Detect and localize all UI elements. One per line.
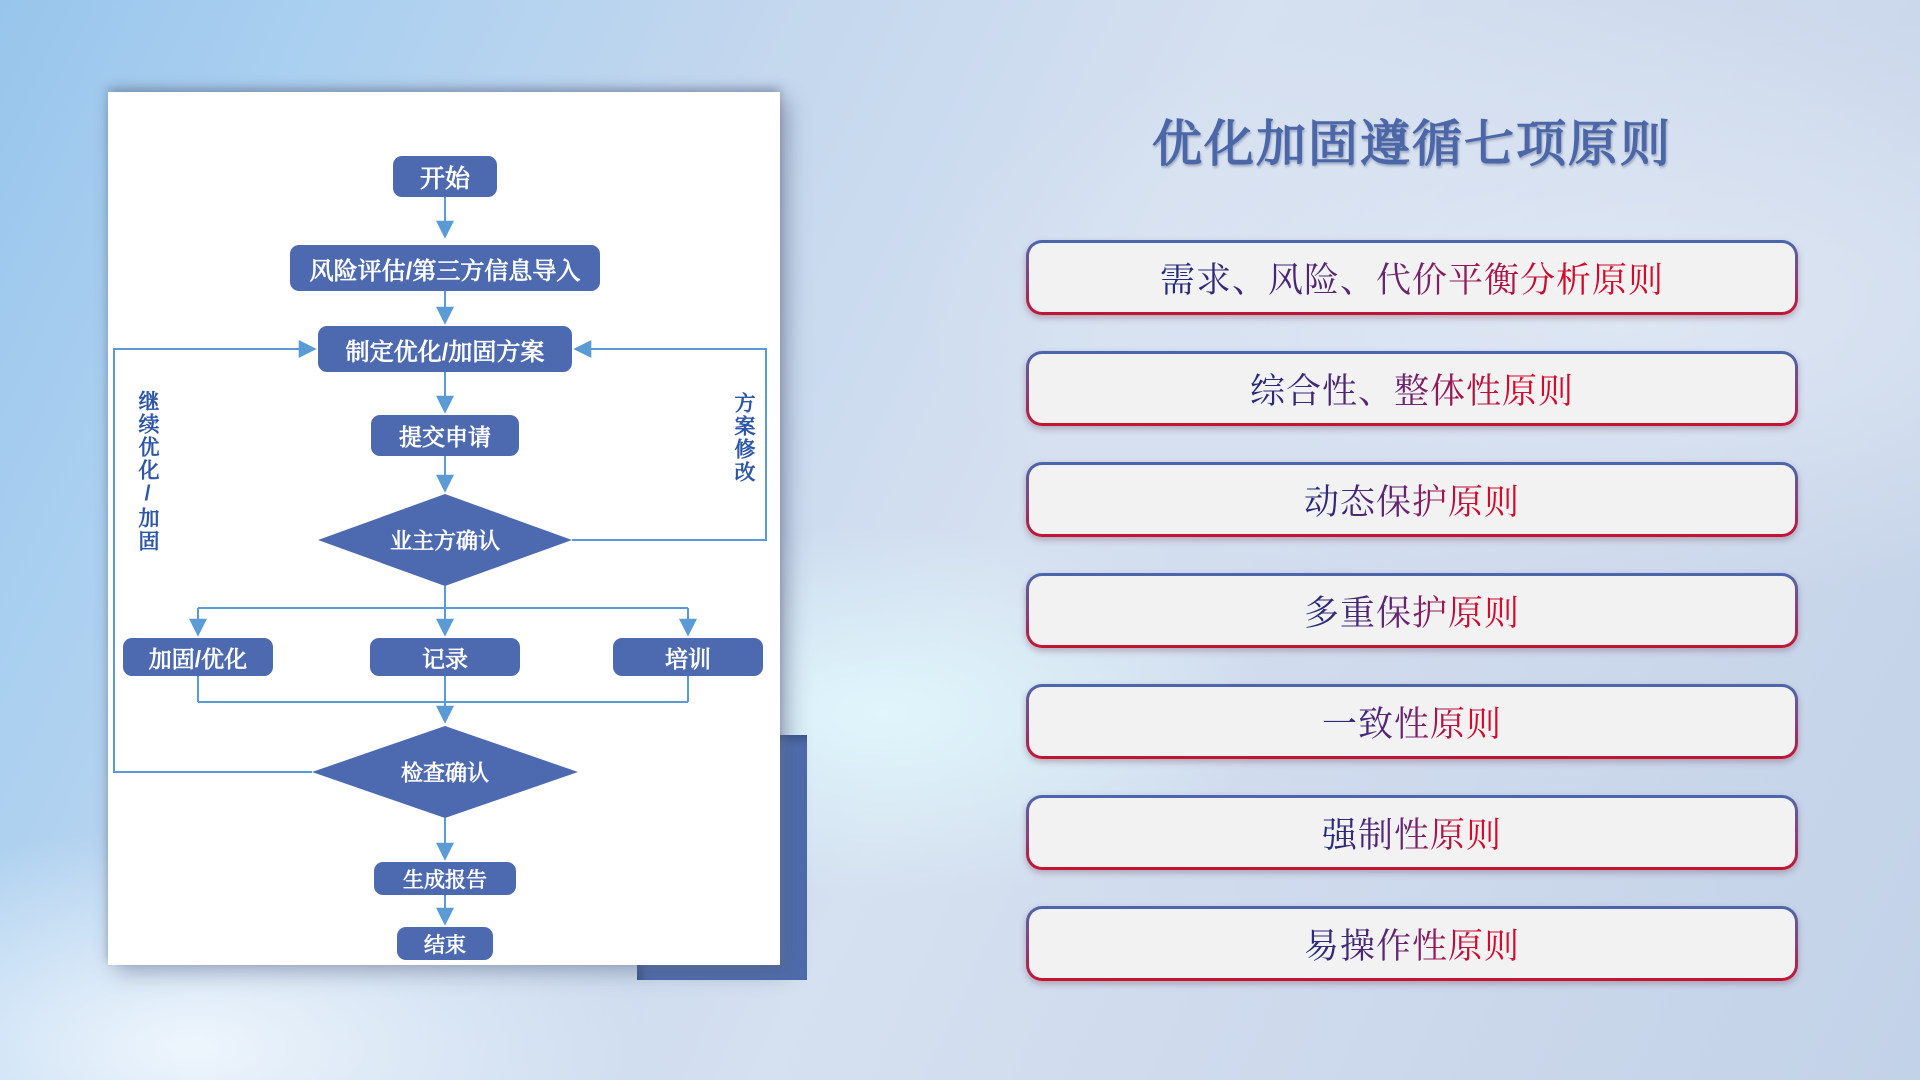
node-owner-confirm-label: 业主方确认 [389,528,501,554]
loop-label-revise: 方案修改 [732,392,755,484]
principle-box-2 [1026,351,1798,426]
node-reinforce: 加固/优化 [123,638,273,676]
principle-label-4: 多重保护原则 [1304,586,1520,636]
principle-box-3 [1026,462,1798,537]
principle-label-1: 需求、风险、代价平衡分析原则 [1160,253,1664,303]
principle-box-6 [1026,795,1798,870]
principles-list [1026,240,1798,981]
node-training: 培训 [613,638,763,676]
node-risk-import: 风险评估/第三方信息导入 [290,245,600,291]
principle-box-7 [1026,906,1798,981]
principle-label-5: 一致性原则 [1322,697,1502,747]
node-end: 结束 [397,927,493,960]
loop-label-continue: 继续优化/加固 [136,390,159,553]
node-record: 记录 [370,638,520,676]
flowchart-card [108,92,780,965]
node-start: 开始 [393,156,497,197]
node-submit: 提交申请 [371,415,519,456]
node-check-confirm-label: 检查确认 [400,760,490,786]
page-title: 优化加固遵循七项原则 [1152,116,1672,172]
principle-box-1 [1026,240,1798,315]
principle-label-6: 强制性原则 [1322,808,1502,858]
principle-label-7: 易操作性原则 [1304,919,1520,969]
principle-box-4 [1026,573,1798,648]
principle-label-2: 综合性、整体性原则 [1250,364,1574,414]
node-make-plan: 制定优化/加固方案 [318,326,572,372]
principle-box-5 [1026,684,1798,759]
node-report: 生成报告 [374,862,516,895]
principle-label-3: 动态保护原则 [1304,475,1520,525]
